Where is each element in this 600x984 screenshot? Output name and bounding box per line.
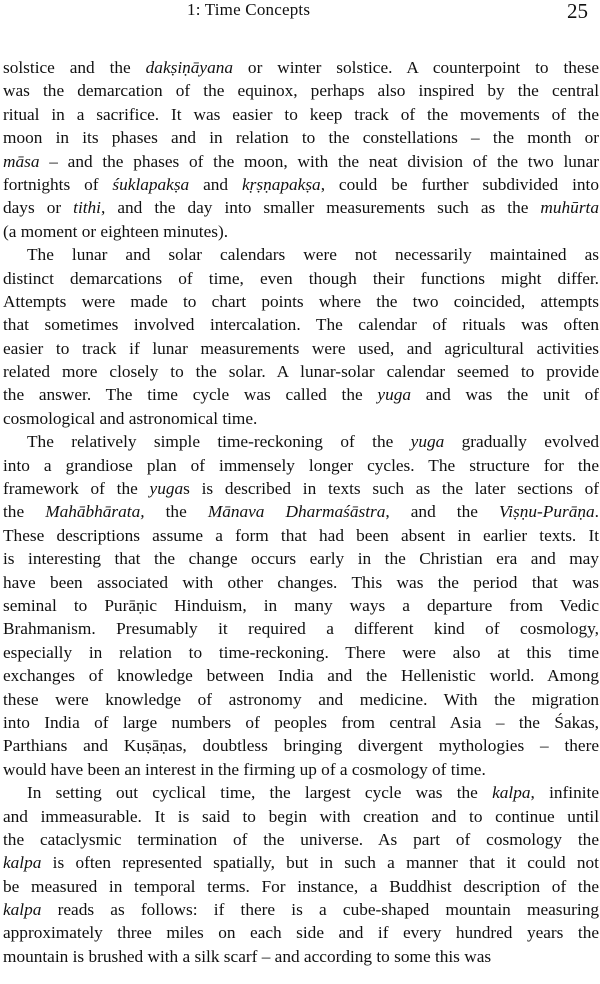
- text-run: fortnights of: [3, 174, 113, 194]
- text-run: framework of the: [3, 479, 150, 499]
- text-run: .: [594, 502, 599, 522]
- text-run: is often represented spatially, but in such a manner that it could not: [41, 853, 599, 873]
- text-line: [3, 524, 599, 547]
- text-line: [3, 898, 599, 921]
- text-line: [3, 383, 599, 406]
- text-line: [3, 243, 599, 266]
- text-run: mountain is brushed with a silk scarf – and according to some this was: [3, 946, 492, 966]
- italic-term: kalpa: [492, 783, 531, 803]
- text-run: is interesting that the change occurs early in the Christian era and may: [3, 549, 599, 569]
- text-run: and immeasurable. It is said to begin with creation and to continue until: [3, 806, 599, 826]
- text-run: solstice and the: [3, 58, 146, 77]
- text-run: (a moment or eighteen minutes).: [3, 221, 229, 241]
- text-line: [3, 664, 599, 687]
- text-line: [3, 758, 599, 781]
- text-line: [3, 851, 599, 874]
- text-run: easier to track if lunar measurements were used, and agricultural activities: [3, 338, 599, 358]
- text-run: , and the day into smaller measurements such as the: [101, 198, 541, 218]
- text-run: exchanges of knowledge between India and the Hellenistic world. Among: [3, 666, 599, 686]
- text-line: [3, 945, 599, 968]
- text-run: into India of large numbers of peoples from central Asia – the Śakas,: [3, 712, 599, 732]
- paragraph: [3, 243, 599, 430]
- text-run: Attempts were made to chart points where the two coincided, attempts: [3, 291, 599, 311]
- text-run: – and the phases of the moon, with the neat division of the two lunar: [39, 151, 599, 171]
- text-run: be measured in temporal terms. For instance, a Buddhist description of the: [3, 876, 599, 896]
- text-run: these were knowledge of astronomy and medicine. With the migration: [3, 689, 599, 709]
- text-line: [3, 921, 599, 944]
- text-line: [3, 617, 599, 640]
- text-run: seminal to Purāṇic Hinduism, in many ways a departure from Vedic: [3, 595, 599, 615]
- text-line: [3, 313, 599, 336]
- italic-term: kalpa: [3, 900, 42, 920]
- text-line: [3, 454, 599, 477]
- text-line: [3, 126, 599, 149]
- text-line: [3, 875, 599, 898]
- text-line: [3, 196, 599, 219]
- text-line: [3, 173, 599, 196]
- body-text: [3, 56, 599, 968]
- italic-term: dakṣiṇāyana: [145, 58, 234, 77]
- running-title: 1: Time Concepts: [187, 0, 311, 19]
- text-line: [3, 688, 599, 711]
- text-run: These descriptions assume a form that had been absent in earlier texts. It: [3, 525, 599, 545]
- text-line: [3, 220, 599, 243]
- text-line: [3, 267, 599, 290]
- text-run: ritual in a sacrifice. It was easier to keep track of the movements of the: [3, 104, 599, 124]
- text-run: the answer. The time cycle was called the: [3, 385, 378, 405]
- text-line: [3, 477, 599, 500]
- text-line: [3, 500, 599, 523]
- text-run: days or: [3, 198, 74, 218]
- text-run: , could be further subdivided into: [320, 174, 599, 194]
- text-run: Parthians and Kuṣāṇas, doubtless bringing divergent mythologies – there: [3, 736, 599, 756]
- text-run: especially in relation to time-reckoning. There were also at this time: [3, 642, 599, 662]
- italic-term: māsa: [3, 151, 40, 171]
- text-run: that sometimes involved intercalation. The calendar of rituals was often: [3, 315, 599, 335]
- text-line: [3, 407, 599, 430]
- page-number: 25: [567, 0, 588, 23]
- paragraph: [3, 430, 599, 781]
- text-line: [3, 805, 599, 828]
- text-line: [3, 828, 599, 851]
- text-run: was the demarcation of the equinox, perhaps also inspired by the central: [3, 81, 599, 101]
- text-line: [3, 547, 599, 570]
- italic-term: yuga: [377, 385, 412, 405]
- running-head: [0, 0, 600, 24]
- text-line: [3, 360, 599, 383]
- text-run: cosmological and astronomical time.: [3, 408, 258, 428]
- text-line: [3, 430, 599, 453]
- text-line: [3, 711, 599, 734]
- text-line: [3, 150, 599, 173]
- italic-term: yuga: [149, 479, 184, 499]
- italic-term: kalpa: [3, 853, 42, 873]
- italic-term: muhūrta: [540, 198, 599, 218]
- text-run: the: [144, 502, 208, 522]
- text-run: or winter solstice. A counterpoint to these: [233, 58, 599, 77]
- italic-term: kṛṣṇapakṣa: [241, 174, 321, 194]
- text-run: , infinite: [530, 783, 599, 803]
- text-line: [3, 734, 599, 757]
- text-run: The relatively simple time-reckoning of the: [27, 432, 411, 452]
- text-line: [3, 781, 599, 804]
- text-run: , and the: [385, 502, 499, 522]
- italic-term: tithi: [73, 198, 101, 218]
- text-run: distinct demarcations of time, even though their functions might differ.: [3, 268, 599, 288]
- text-run: and was the unit of: [411, 385, 599, 405]
- text-run: approximately three miles on each side and if every hundred years the: [3, 923, 599, 943]
- text-run: In setting out cyclical time, the largest cycle was the: [27, 783, 493, 803]
- italic-term: Mahābhārata,: [45, 502, 145, 522]
- text-line: [3, 594, 599, 617]
- text-run: The lunar and solar calendars were not necessarily maintained as: [27, 245, 599, 265]
- italic-term: Viṣṇu-Purāṇa: [498, 502, 595, 522]
- text-run: have been associated with other changes. This was the period that was: [3, 572, 599, 592]
- text-line: [3, 103, 599, 126]
- text-run: and: [189, 174, 242, 194]
- text-line: [3, 641, 599, 664]
- text-run: the: [3, 502, 46, 522]
- text-run: reads as follows: if there is a cube-shaped mountain measuring: [41, 900, 599, 920]
- text-line: [3, 79, 599, 102]
- text-run: s is described in texts such as the later sections of: [183, 479, 599, 499]
- italic-term: śuklapakṣa: [112, 174, 190, 194]
- italic-term: Mānava Dharmaśāstra: [207, 502, 386, 522]
- text-run: related more closely to the solar. A lunar-solar calendar seemed to provide: [3, 362, 599, 382]
- text-run: Brahmanism. Presumably it required a different kind of cosmology,: [3, 619, 599, 639]
- paragraph: [3, 56, 599, 243]
- text-line: [3, 290, 599, 313]
- text-run: the cataclysmic termination of the universe. As part of cosmology the: [3, 829, 599, 849]
- italic-term: yuga: [410, 432, 445, 452]
- text-run: would have been an interest in the firming up of a cosmology of time.: [3, 759, 486, 779]
- text-run: moon in its phases and in relation to the constellations – the month or: [3, 128, 599, 148]
- text-line: [3, 56, 599, 79]
- paragraph: [3, 781, 599, 968]
- text-line: [3, 337, 599, 360]
- text-run: into a grandiose plan of immensely longer cycles. The structure for the: [3, 455, 599, 475]
- text-line: [3, 571, 599, 594]
- text-run: gradually evolved: [444, 432, 599, 452]
